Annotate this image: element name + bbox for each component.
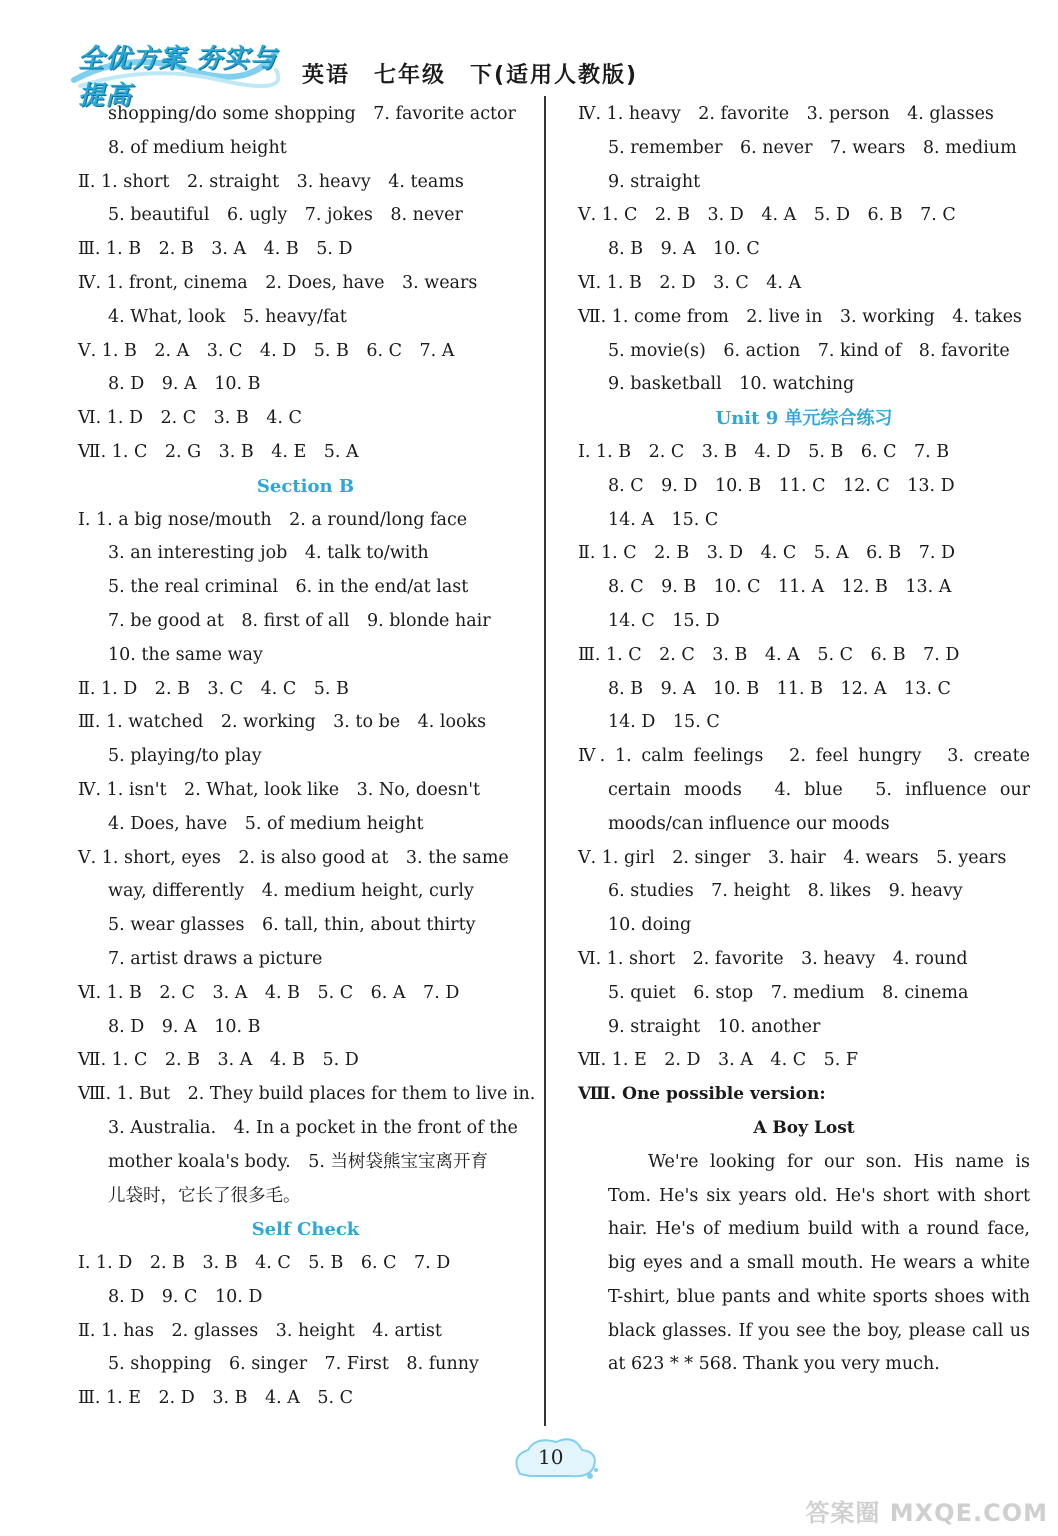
essay-line: hair. He's of medium build with a round face, bbox=[608, 1219, 1030, 1240]
answer-line: Ⅱ. 1. short 2. straight 3. heavy 4. teams bbox=[78, 171, 464, 192]
answer-line: Ⅳ. 1. heavy 2. favorite 3. person 4. glasses bbox=[578, 104, 994, 124]
answer-line: 6. studies 7. height 8. likes 9. heavy bbox=[608, 881, 963, 902]
answer-line: 5. shopping 6. singer 7. First 8. funny bbox=[108, 1354, 479, 1375]
answer-line: Ⅴ. 1. B 2. A 3. C 4. D 5. B 6. C 7. A bbox=[78, 340, 455, 361]
right-column bbox=[578, 98, 1030, 1382]
answer-line: 8. B 9. A 10. C bbox=[608, 239, 760, 260]
answer-line: Ⅳ. 1. isn't 2. What, look like 3. No, doesn't bbox=[78, 779, 481, 800]
answer-line: 8. D 9. A 10. B bbox=[108, 1016, 261, 1037]
answer-line: way, differently 4. medium height, curly bbox=[108, 881, 474, 902]
answer-line: 5. the real criminal 6. in the end/at last bbox=[108, 577, 469, 598]
answer-line: Ⅳ. 1. front, cinema 2. Does, have 3. wears bbox=[78, 272, 478, 293]
answer-line: Ⅶ. 1. come from 2. live in 3. working 4. takes bbox=[578, 306, 1022, 327]
answer-line: 5. remember 6. never 7. wears 8. medium bbox=[608, 137, 1017, 158]
essay-line: T-shirt, blue pants and white sports shoes with bbox=[608, 1286, 1030, 1307]
essay-line: black glasses. If you see the boy, please call us bbox=[608, 1320, 1030, 1341]
essay-line: We're looking for our son. His name is bbox=[648, 1151, 1030, 1172]
answer-line: 8. B 9. A 10. B 11. B 12. A 13. C bbox=[608, 678, 951, 699]
answer-line: Ⅲ. 1. C 2. C 3. B 4. A 5. C 6. B 7. D bbox=[578, 644, 960, 665]
answer-line: Ⅰ. 1. D 2. B 3. B 4. C 5. B 6. C 7. D bbox=[78, 1253, 451, 1274]
answer-line: 3. an interesting job 4. talk to/with bbox=[108, 543, 429, 564]
answer-line: 9. straight 10. another bbox=[608, 1016, 821, 1037]
answer-line: 9. basketball 10. watching bbox=[608, 374, 855, 395]
page-number-badge bbox=[510, 1436, 600, 1482]
section-heading: Self Check bbox=[251, 1219, 360, 1241]
answer-line: 7. artist draws a picture bbox=[108, 948, 323, 969]
answer-line: 8. C 9. D 10. B 11. C 12. C 13. D bbox=[608, 475, 955, 496]
page-number: 10 bbox=[538, 1445, 564, 1469]
answer-line: 5. movie(s) 6. action 7. kind of 8. favorite bbox=[608, 340, 1010, 361]
page-header bbox=[70, 30, 1030, 111]
answer-line: 10. doing bbox=[608, 915, 692, 936]
answer-line: 4. Does, have 5. of medium height bbox=[108, 813, 424, 834]
answer-line: Ⅵ. 1. D 2. C 3. B 4. C bbox=[78, 408, 302, 429]
essay-label: Ⅷ. One possible version: bbox=[578, 1084, 826, 1105]
column-divider bbox=[544, 96, 546, 1426]
answer-line: 5. beautiful 6. ugly 7. jokes 8. never bbox=[108, 205, 463, 226]
essay-line: Tom. He's six years old. He's short with short bbox=[608, 1185, 1030, 1206]
section-heading: Unit 9 单元综合练习 bbox=[715, 408, 893, 430]
answer-line: Ⅶ. 1. C 2. B 3. A 4. B 5. D bbox=[78, 1050, 359, 1071]
answer-line: certain moods 4. blue 5. influence our bbox=[608, 779, 1030, 800]
book-title: 英语 七年级 下(适用人教版) bbox=[302, 63, 639, 88]
answer-line: 4. What, look 5. heavy/fat bbox=[108, 306, 347, 327]
answer-line: Ⅰ. 1. B 2. C 3. B 4. D 5. B 6. C 7. B bbox=[578, 441, 950, 462]
answer-line: Ⅴ. 1. girl 2. singer 3. hair 4. wears 5. years bbox=[578, 847, 1007, 868]
answer-line: Ⅳ. 1. calm feelings 2. feel hungry 3. create bbox=[578, 746, 1030, 767]
answer-line: shopping/do some shopping 7. favorite actor bbox=[108, 104, 516, 124]
answer-line: moods/can influence our moods bbox=[608, 813, 890, 834]
answer-line: Ⅲ. 1. watched 2. working 3. to be 4. looks bbox=[78, 712, 487, 733]
section-heading: Section B bbox=[256, 475, 355, 497]
brand-logo bbox=[70, 30, 280, 111]
answer-line: mother koala's body. 5. 当树袋熊宝宝离开育 bbox=[108, 1151, 489, 1172]
answer-line: 14. C 15. D bbox=[608, 610, 720, 631]
answer-line: Ⅱ. 1. C 2. B 3. D 4. C 5. A 6. B 7. D bbox=[578, 543, 956, 564]
answer-line: Ⅵ. 1. B 2. D 3. C 4. A bbox=[578, 272, 802, 293]
answer-line: 8. D 9. A 10. B bbox=[108, 374, 261, 395]
essay-line: big eyes and a small mouth. He wears a white bbox=[608, 1253, 1030, 1274]
site-watermark: 答案圈 MXQE.COM bbox=[805, 1499, 1048, 1527]
answer-line: 14. D 15. C bbox=[608, 712, 720, 733]
essay bbox=[578, 1078, 1030, 1382]
answer-line: Ⅶ. 1. C 2. G 3. B 4. E 5. A bbox=[78, 441, 359, 462]
answer-line: 10. the same way bbox=[108, 644, 263, 665]
answer-line: Ⅲ. 1. B 2. B 3. A 4. B 5. D bbox=[78, 239, 353, 260]
answer-line: Ⅶ. 1. E 2. D 3. A 4. C 5. F bbox=[578, 1050, 858, 1071]
left-column bbox=[78, 98, 536, 1416]
answer-line: Ⅴ. 1. C 2. B 3. D 4. A 5. D 6. B 7. C bbox=[578, 205, 956, 226]
answer-line: 8. C 9. B 10. C 11. A 12. B 13. A bbox=[608, 577, 952, 598]
answer-line: Ⅱ. 1. has 2. glasses 3. height 4. artist bbox=[78, 1320, 442, 1341]
essay-title: A Boy Lost bbox=[753, 1117, 855, 1138]
answer-line: 14. A 15. C bbox=[608, 509, 719, 530]
answer-line: 儿袋时，它长了很多毛。 bbox=[108, 1185, 301, 1206]
answer-line: 9. straight bbox=[608, 171, 701, 192]
answer-line: Ⅵ. 1. B 2. C 3. A 4. B 5. C 6. A 7. D bbox=[78, 982, 460, 1003]
logo-text: 全优方案 夯实与提高 bbox=[78, 44, 278, 111]
answer-line: Ⅴ. 1. short, eyes 2. is also good at 3. the same bbox=[78, 847, 509, 868]
answer-line: Ⅲ. 1. E 2. D 3. B 4. A 5. C bbox=[78, 1388, 353, 1409]
answer-line: Ⅵ. 1. short 2. favorite 3. heavy 4. round bbox=[578, 948, 968, 969]
answer-line: 7. be good at 8. first of all 9. blonde hair bbox=[108, 610, 491, 631]
answer-line: Ⅰ. 1. a big nose/mouth 2. a round/long face bbox=[78, 509, 468, 530]
answer-line: Ⅷ. 1. But 2. They build places for them to live in. bbox=[78, 1084, 536, 1105]
answer-line: 8. D 9. C 10. D bbox=[108, 1286, 263, 1307]
answer-line: 8. of medium height bbox=[108, 137, 287, 158]
essay-line: at 623 * * 568. Thank you very much. bbox=[608, 1354, 940, 1375]
answer-line: 3. Australia. 4. In a pocket in the front of the bbox=[108, 1117, 518, 1138]
answer-line: 5. playing/to play bbox=[108, 746, 262, 767]
answer-line: Ⅱ. 1. D 2. B 3. C 4. C 5. B bbox=[78, 678, 349, 699]
answer-line: 5. wear glasses 6. tall, thin, about thirty bbox=[108, 915, 476, 936]
answer-line: 5. quiet 6. stop 7. medium 8. cinema bbox=[608, 982, 969, 1003]
